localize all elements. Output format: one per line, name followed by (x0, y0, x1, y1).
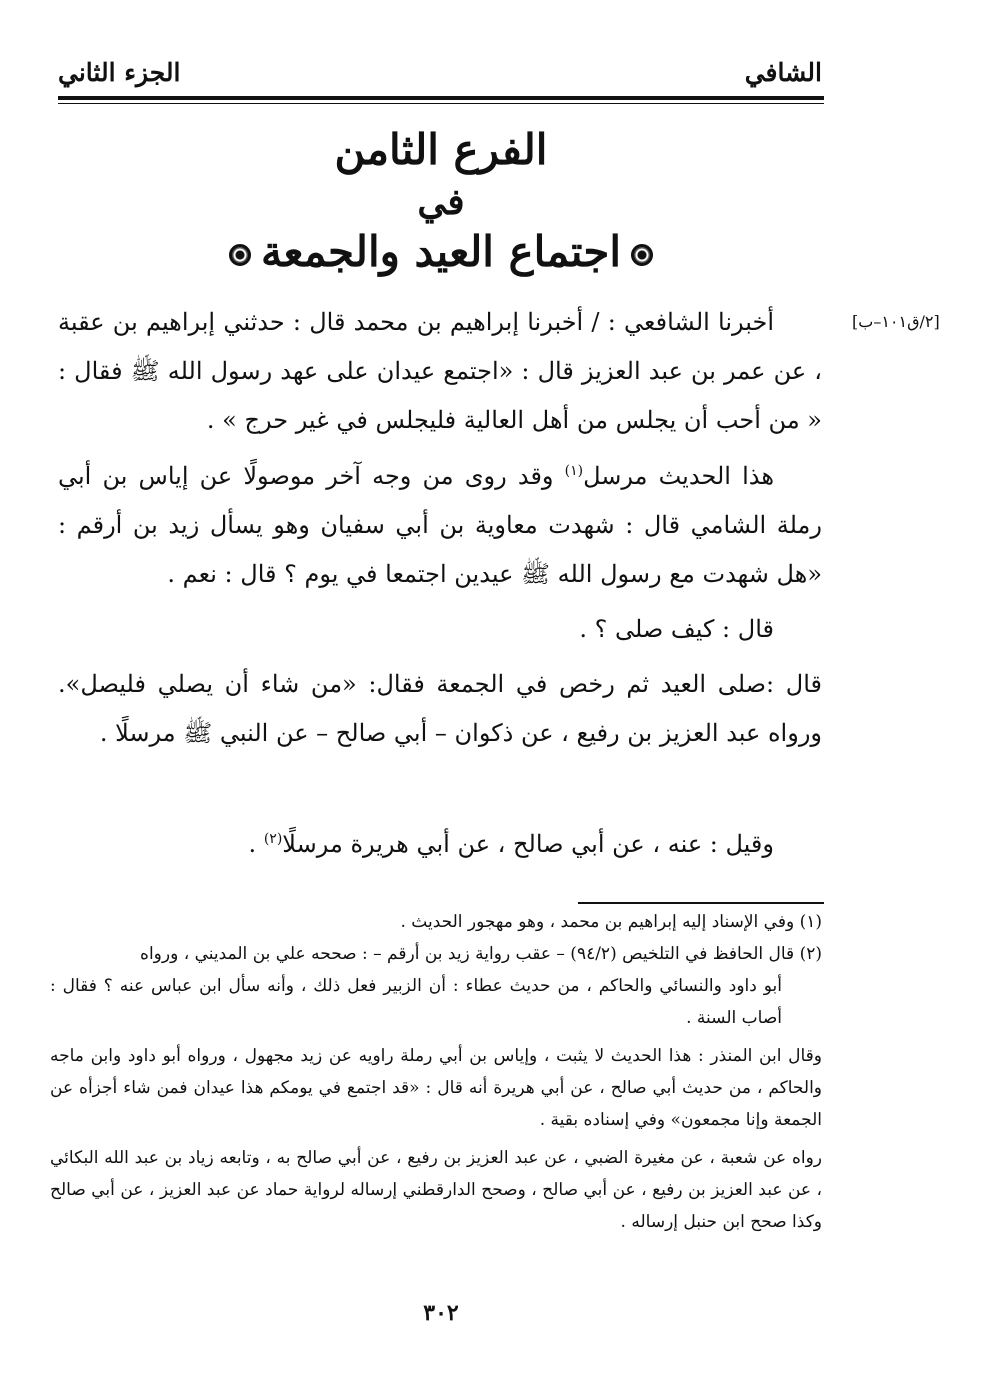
header-rule-thin (58, 103, 824, 104)
footnote-2-paragraph-2: وقال ابن المنذر : هذا الحديث لا يثبت ، وإياس بن أبي رملة راويه عن زيد مجهول ، ورواه أبو داود وابن ماجه والحاكم ، من حديث أبي صالح ، عن أبي هريرة أنه قال : «قد اجتمع في يومكم هذا عيدان فمن شاء أجزأه عن الجمعة وإنا مجمعون» وفي إسناده بقية . (50, 1046, 822, 1130)
paragraph-3 (58, 605, 822, 654)
manuscript-folio-note: [٢/ق١٠١–ب] (852, 312, 940, 331)
footnote-ref-1[interactable]: (١) (564, 463, 584, 479)
paragraph-5 (58, 820, 822, 869)
paragraph-1-text: أخبرنا الشافعي : / أخبرنا إبراهيم بن محمد قال : حدثني إبراهيم بن عقبة ، عن عمر بن عبد العزيز قال : «اجتمع عيدان على عهد رسول الله ﷺ فقال : « من أحب أن يجلس من أهل العالية فليجلس في غير حرج » . (58, 308, 822, 434)
footnote-2-paragraph-3: رواه عن شعبة ، عن مغيرة الضبي ، عن عبد العزيز بن رفيع ، عن أبي صالح به ، وتابعه زياد بن عبد الله البكائي ، عن عبد العزيز بن رفيع ، عن أبي صالح ، وصحح الدارقطني إرساله لرواية حماد عن عبد العزيز ، عن أبي صالح وكذا صحح ابن حنبل إرساله . (50, 1148, 822, 1232)
paragraph-4-text: قال :صلى العيد ثم رخص في الجمعة فقال: «من شاء أن يصلي فليصل». ورواه عبد العزيز بن رفيع ، عن ذكوان – أبي صالح – عن النبي ﷺ مرسلًا . (58, 670, 822, 747)
paragraph-5-part-b: . (248, 830, 264, 858)
footnote-1: (١) وفي الإسناد إليه إبراهيم بن محمد ، وهو مهجور الحديث . (400, 912, 822, 932)
ornament-left-icon (229, 244, 251, 266)
paragraph-4 (58, 660, 822, 758)
paragraph-2-part-a: هذا الحديث مرسل (583, 462, 774, 490)
chapter-title-line2: في (417, 181, 465, 223)
ornament-right-icon (631, 244, 653, 266)
running-header-volume: الجزء الثاني (58, 58, 181, 87)
paragraph-1 (58, 298, 822, 445)
paragraph-3-text: قال : كيف صلى ؟ . (579, 615, 774, 643)
chapter-subject: اجتماع العيد والجمعة (260, 227, 622, 276)
paragraph-2-text (58, 452, 822, 599)
paragraph-5-text (58, 820, 822, 869)
footnote-2-continuation: أبو داود والنسائي والحاكم ، من حديث عطاء : أن الزبير فعل ذلك ، وأنه سأل ابن عباس عنه ؟ فقال : أصاب السنة . (50, 976, 782, 1028)
running-header-book-title: الشافي (744, 58, 822, 87)
header-rule-thick (58, 96, 824, 100)
footnote-2: (٢) قال الحافظ في التلخيص (٩٤/٢) – عقب رواية زيد بن أرقم – : صححه علي بن المديني ، ورواه (140, 944, 822, 964)
paragraph-2 (58, 452, 822, 599)
footnotes (50, 906, 822, 1238)
footnote-ref-2[interactable]: (٢) (263, 831, 283, 847)
page-number: ٣٠٢ (423, 1300, 459, 1326)
footnote-separator (578, 902, 824, 904)
paragraph-2-part-b: وقد روى من وجه آخر موصولًا عن إياس بن أبي رملة الشامي قال : شهدت معاوية بن أبي سفيان وهو يسأل زيد بن أرقم : «هل شهدت مع رسول الله ﷺ عيدين اجتمعا في يوم ؟ قال : نعم . (58, 462, 822, 588)
chapter-title-line1: الفرع الثامن (334, 125, 548, 174)
paragraph-5-part-a: وقيل : عنه ، عن أبي صالح ، عن أبي هريرة مرسلًا (282, 830, 774, 858)
chapter-title-line3 (58, 224, 824, 280)
